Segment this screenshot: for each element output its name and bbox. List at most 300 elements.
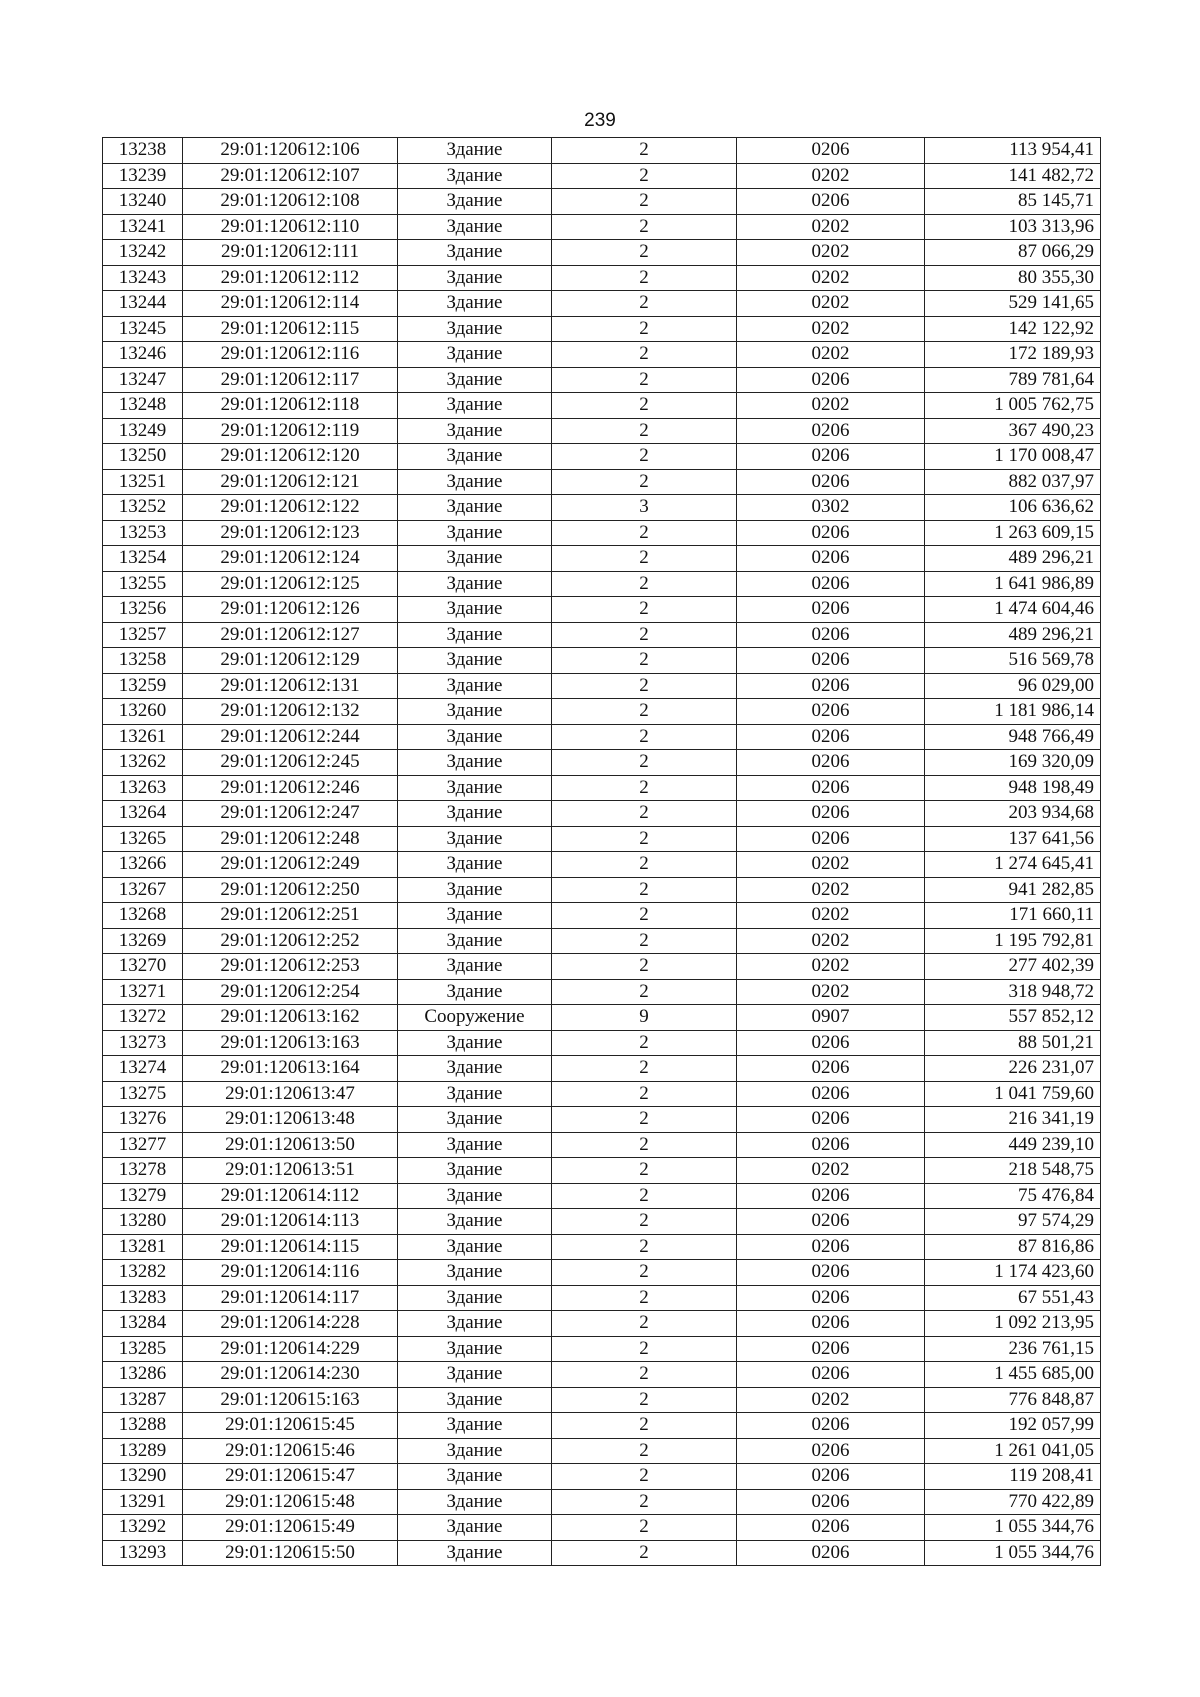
object-type-cell: Здание [398,1056,552,1082]
table-row [103,469,1101,495]
table-row [103,342,1101,368]
cadastral-value-cell: 776 848,87 [925,1387,1101,1413]
table-row [103,418,1101,444]
cadastral-number-cell: 29:01:120613:51 [183,1158,398,1184]
object-type-cell: Здание [398,214,552,240]
group-cell: 2 [552,342,737,368]
group-cell: 2 [552,1515,737,1541]
cadastral-number-cell: 29:01:120614:230 [183,1362,398,1388]
object-type-cell: Здание [398,622,552,648]
cadastral-value-cell: 1 174 423,60 [925,1260,1101,1286]
subgroup-code-cell: 0206 [737,444,925,470]
cadastral-value-cell: 1 170 008,47 [925,444,1101,470]
cadastral-number-cell: 29:01:120614:112 [183,1183,398,1209]
subgroup-code-cell: 0206 [737,673,925,699]
table-row [103,1056,1101,1082]
object-type-cell: Здание [398,1285,552,1311]
object-type-cell: Здание [398,775,552,801]
row-number-cell: 13238 [103,138,183,164]
page-number: 239 [584,110,616,131]
object-type-cell: Здание [398,699,552,725]
group-cell: 3 [552,495,737,521]
cadastral-value-cell: 1 005 762,75 [925,393,1101,419]
cadastral-number-cell: 29:01:120615:47 [183,1464,398,1490]
table-row [103,1362,1101,1388]
cadastral-number-cell: 29:01:120614:116 [183,1260,398,1286]
cadastral-number-cell: 29:01:120612:110 [183,214,398,240]
subgroup-code-cell: 0202 [737,342,925,368]
cadastral-number-cell: 29:01:120612:129 [183,648,398,674]
table-row [103,495,1101,521]
subgroup-code-cell: 0202 [737,1387,925,1413]
cadastral-number-cell: 29:01:120612:115 [183,316,398,342]
table-row [103,1005,1101,1031]
group-cell: 2 [552,597,737,623]
cadastral-value-cell: 941 282,85 [925,877,1101,903]
cadastral-number-cell: 29:01:120612:120 [183,444,398,470]
cadastral-number-cell: 29:01:120612:132 [183,699,398,725]
subgroup-code-cell: 0202 [737,979,925,1005]
subgroup-code-cell: 0206 [737,1183,925,1209]
subgroup-code-cell: 0206 [737,1056,925,1082]
row-number-cell: 13271 [103,979,183,1005]
object-type-cell: Здание [398,724,552,750]
cadastral-value-cell: 103 313,96 [925,214,1101,240]
object-type-cell: Здание [398,1540,552,1566]
table-row [103,597,1101,623]
row-number-cell: 13255 [103,571,183,597]
table-row [103,1183,1101,1209]
group-cell: 9 [552,1005,737,1031]
table-row [103,648,1101,674]
cadastral-number-cell: 29:01:120615:163 [183,1387,398,1413]
object-type-cell: Здание [398,418,552,444]
row-number-cell: 13242 [103,240,183,266]
subgroup-code-cell: 0206 [737,1107,925,1133]
row-number-cell: 13246 [103,342,183,368]
object-type-cell: Здание [398,265,552,291]
group-cell: 2 [552,750,737,776]
group-cell: 2 [552,928,737,954]
cadastral-number-cell: 29:01:120615:50 [183,1540,398,1566]
cadastral-value-cell: 97 574,29 [925,1209,1101,1235]
group-cell: 2 [552,520,737,546]
object-type-cell: Здание [398,240,552,266]
cadastral-value-cell: 119 208,41 [925,1464,1101,1490]
table-row [103,673,1101,699]
table-body [103,138,1101,1566]
subgroup-code-cell: 0206 [737,622,925,648]
table-row [103,852,1101,878]
object-type-cell: Здание [398,1336,552,1362]
table-row [103,1030,1101,1056]
subgroup-code-cell: 0206 [737,699,925,725]
cadastral-value-cell: 1 092 213,95 [925,1311,1101,1337]
group-cell: 2 [552,1030,737,1056]
object-type-cell: Здание [398,571,552,597]
cadastral-value-cell: 1 055 344,76 [925,1540,1101,1566]
row-number-cell: 13262 [103,750,183,776]
group-cell: 2 [552,1234,737,1260]
row-number-cell: 13248 [103,393,183,419]
object-type-cell: Здание [398,648,552,674]
table-row [103,444,1101,470]
table-row [103,1413,1101,1439]
cadastral-value-cell: 1 474 604,46 [925,597,1101,623]
subgroup-code-cell: 0206 [737,189,925,215]
table-row [103,1515,1101,1541]
group-cell: 2 [552,1285,737,1311]
row-number-cell: 13266 [103,852,183,878]
group-cell: 2 [552,138,737,164]
subgroup-code-cell: 0206 [737,724,925,750]
subgroup-code-cell: 0206 [737,648,925,674]
table-row [103,877,1101,903]
cadastral-value-cell: 218 548,75 [925,1158,1101,1184]
cadastral-value-cell: 137 641,56 [925,826,1101,852]
subgroup-code-cell: 0206 [737,138,925,164]
row-number-cell: 13270 [103,954,183,980]
table-row [103,1234,1101,1260]
subgroup-code-cell: 0206 [737,546,925,572]
group-cell: 2 [552,1489,737,1515]
cadastral-value-cell: 1 055 344,76 [925,1515,1101,1541]
row-number-cell: 13245 [103,316,183,342]
group-cell: 2 [552,163,737,189]
row-number-cell: 13281 [103,1234,183,1260]
object-type-cell: Здание [398,138,552,164]
subgroup-code-cell: 0206 [737,801,925,827]
cadastral-number-cell: 29:01:120612:125 [183,571,398,597]
object-type-cell: Здание [398,163,552,189]
cadastral-value-cell: 96 029,00 [925,673,1101,699]
group-cell: 2 [552,1260,737,1286]
table-row [103,1132,1101,1158]
row-number-cell: 13280 [103,1209,183,1235]
subgroup-code-cell: 0202 [737,214,925,240]
row-number-cell: 13243 [103,265,183,291]
cadastral-number-cell: 29:01:120612:118 [183,393,398,419]
group-cell: 2 [552,1362,737,1388]
row-number-cell: 13253 [103,520,183,546]
cadastral-number-cell: 29:01:120612:124 [183,546,398,572]
subgroup-code-cell: 0202 [737,163,925,189]
subgroup-code-cell: 0206 [737,1413,925,1439]
row-number-cell: 13240 [103,189,183,215]
row-number-cell: 13286 [103,1362,183,1388]
subgroup-code-cell: 0202 [737,877,925,903]
group-cell: 2 [552,1132,737,1158]
object-type-cell: Здание [398,189,552,215]
group-cell: 2 [552,673,737,699]
cadastral-number-cell: 29:01:120612:245 [183,750,398,776]
table-row [103,699,1101,725]
group-cell: 2 [552,1107,737,1133]
cadastral-value-cell: 88 501,21 [925,1030,1101,1056]
object-type-cell: Здание [398,826,552,852]
group-cell: 2 [552,546,737,572]
subgroup-code-cell: 0302 [737,495,925,521]
subgroup-code-cell: 0202 [737,954,925,980]
group-cell: 2 [552,1183,737,1209]
cadastral-value-cell: 529 141,65 [925,291,1101,317]
row-number-cell: 13278 [103,1158,183,1184]
cadastral-number-cell: 29:01:120612:116 [183,342,398,368]
cadastral-number-cell: 29:01:120612:249 [183,852,398,878]
group-cell: 2 [552,622,737,648]
object-type-cell: Здание [398,1515,552,1541]
object-type-cell: Сооружение [398,1005,552,1031]
table-row [103,571,1101,597]
object-type-cell: Здание [398,444,552,470]
table-row [103,1285,1101,1311]
cadastral-value-cell: 80 355,30 [925,265,1101,291]
group-cell: 2 [552,265,737,291]
subgroup-code-cell: 0206 [737,367,925,393]
group-cell: 2 [552,1413,737,1439]
subgroup-code-cell: 0206 [737,1515,925,1541]
cadastral-number-cell: 29:01:120612:119 [183,418,398,444]
row-number-cell: 13260 [103,699,183,725]
table-row [103,546,1101,572]
table-row [103,1464,1101,1490]
subgroup-code-cell: 0206 [737,571,925,597]
group-cell: 2 [552,1209,737,1235]
row-number-cell: 13290 [103,1464,183,1490]
subgroup-code-cell: 0202 [737,1158,925,1184]
object-type-cell: Здание [398,520,552,546]
cadastral-number-cell: 29:01:120612:247 [183,801,398,827]
cadastral-value-cell: 1 041 759,60 [925,1081,1101,1107]
row-number-cell: 13244 [103,291,183,317]
object-type-cell: Здание [398,673,552,699]
row-number-cell: 13272 [103,1005,183,1031]
subgroup-code-cell: 0206 [737,520,925,546]
subgroup-code-cell: 0206 [737,1234,925,1260]
row-number-cell: 13263 [103,775,183,801]
table-row [103,1336,1101,1362]
object-type-cell: Здание [398,954,552,980]
object-type-cell: Здание [398,1030,552,1056]
object-type-cell: Здание [398,1183,552,1209]
group-cell: 2 [552,1056,737,1082]
cadastral-value-cell: 169 320,09 [925,750,1101,776]
cadastral-number-cell: 29:01:120612:127 [183,622,398,648]
cadastral-number-cell: 29:01:120612:121 [183,469,398,495]
subgroup-code-cell: 0206 [737,775,925,801]
cadastral-number-cell: 29:01:120613:164 [183,1056,398,1082]
group-cell: 2 [552,979,737,1005]
cadastral-number-cell: 29:01:120614:228 [183,1311,398,1337]
group-cell: 2 [552,954,737,980]
subgroup-code-cell: 0206 [737,1540,925,1566]
cadastral-value-cell: 216 341,19 [925,1107,1101,1133]
object-type-cell: Здание [398,1158,552,1184]
cadastral-value-cell: 87 066,29 [925,240,1101,266]
cadastral-number-cell: 29:01:120613:50 [183,1132,398,1158]
row-number-cell: 13276 [103,1107,183,1133]
table-row [103,367,1101,393]
cadastral-value-cell: 1 641 986,89 [925,571,1101,597]
row-number-cell: 13289 [103,1438,183,1464]
group-cell: 2 [552,648,737,674]
cadastral-value-cell: 172 189,93 [925,342,1101,368]
object-type-cell: Здание [398,367,552,393]
object-type-cell: Здание [398,1413,552,1439]
cadastral-number-cell: 29:01:120615:49 [183,1515,398,1541]
cadastral-number-cell: 29:01:120612:254 [183,979,398,1005]
cadastral-value-cell: 87 816,86 [925,1234,1101,1260]
cadastral-number-cell: 29:01:120612:250 [183,877,398,903]
cadastral-value-cell: 489 296,21 [925,546,1101,572]
object-type-cell: Здание [398,750,552,776]
object-type-cell: Здание [398,1387,552,1413]
row-number-cell: 13251 [103,469,183,495]
cadastral-number-cell: 29:01:120612:246 [183,775,398,801]
object-type-cell: Здание [398,852,552,878]
group-cell: 2 [552,1081,737,1107]
row-number-cell: 13254 [103,546,183,572]
row-number-cell: 13287 [103,1387,183,1413]
table-row [103,1311,1101,1337]
table-row [103,1081,1101,1107]
group-cell: 2 [552,1387,737,1413]
row-number-cell: 13279 [103,1183,183,1209]
cadastral-value-cell: 770 422,89 [925,1489,1101,1515]
cadastral-value-cell: 192 057,99 [925,1413,1101,1439]
cadastral-number-cell: 29:01:120612:107 [183,163,398,189]
subgroup-code-cell: 0206 [737,469,925,495]
group-cell: 2 [552,775,737,801]
subgroup-code-cell: 0206 [737,1209,925,1235]
table-row [103,520,1101,546]
table-row [103,138,1101,164]
cadastral-value-cell: 236 761,15 [925,1336,1101,1362]
group-cell: 2 [552,1438,737,1464]
cadastral-value-cell: 203 934,68 [925,801,1101,827]
cadastral-number-cell: 29:01:120612:114 [183,291,398,317]
cadastral-number-cell: 29:01:120612:251 [183,903,398,929]
row-number-cell: 13291 [103,1489,183,1515]
cadastral-number-cell: 29:01:120612:131 [183,673,398,699]
group-cell: 2 [552,469,737,495]
object-type-cell: Здание [398,393,552,419]
row-number-cell: 13288 [103,1413,183,1439]
row-number-cell: 13257 [103,622,183,648]
object-type-cell: Здание [398,342,552,368]
subgroup-code-cell: 0202 [737,240,925,266]
table-row [103,316,1101,342]
cadastral-register-table [102,137,1101,1566]
cadastral-number-cell: 29:01:120612:117 [183,367,398,393]
group-cell: 2 [552,1336,737,1362]
row-number-cell: 13282 [103,1260,183,1286]
cadastral-value-cell: 789 781,64 [925,367,1101,393]
group-cell: 2 [552,699,737,725]
subgroup-code-cell: 0202 [737,316,925,342]
row-number-cell: 13274 [103,1056,183,1082]
subgroup-code-cell: 0202 [737,393,925,419]
subgroup-code-cell: 0206 [737,1438,925,1464]
subgroup-code-cell: 0206 [737,750,925,776]
table-row [103,214,1101,240]
table-row [103,189,1101,215]
cadastral-value-cell: 318 948,72 [925,979,1101,1005]
cadastral-number-cell: 29:01:120612:112 [183,265,398,291]
cadastral-number-cell: 29:01:120614:115 [183,1234,398,1260]
cadastral-value-cell: 882 037,97 [925,469,1101,495]
cadastral-number-cell: 29:01:120612:122 [183,495,398,521]
group-cell: 2 [552,189,737,215]
group-cell: 2 [552,1464,737,1490]
cadastral-value-cell: 516 569,78 [925,648,1101,674]
group-cell: 2 [552,1540,737,1566]
group-cell: 2 [552,724,737,750]
cadastral-number-cell: 29:01:120613:163 [183,1030,398,1056]
group-cell: 2 [552,826,737,852]
table-row [103,1489,1101,1515]
table-row [103,622,1101,648]
cadastral-number-cell: 29:01:120612:126 [183,597,398,623]
cadastral-value-cell: 557 852,12 [925,1005,1101,1031]
table-row [103,1387,1101,1413]
row-number-cell: 13256 [103,597,183,623]
cadastral-value-cell: 1 195 792,81 [925,928,1101,954]
group-cell: 2 [552,367,737,393]
group-cell: 2 [552,801,737,827]
row-number-cell: 13269 [103,928,183,954]
subgroup-code-cell: 0206 [737,1081,925,1107]
object-type-cell: Здание [398,1132,552,1158]
subgroup-code-cell: 0202 [737,265,925,291]
group-cell: 2 [552,903,737,929]
object-type-cell: Здание [398,1209,552,1235]
row-number-cell: 13258 [103,648,183,674]
object-type-cell: Здание [398,597,552,623]
subgroup-code-cell: 0206 [737,1489,925,1515]
table-row [103,979,1101,1005]
cadastral-value-cell: 113 954,41 [925,138,1101,164]
object-type-cell: Здание [398,291,552,317]
object-type-cell: Здание [398,928,552,954]
object-type-cell: Здание [398,469,552,495]
row-number-cell: 13277 [103,1132,183,1158]
object-type-cell: Здание [398,1464,552,1490]
group-cell: 2 [552,1311,737,1337]
object-type-cell: Здание [398,1081,552,1107]
cadastral-value-cell: 1 455 685,00 [925,1362,1101,1388]
table-row [103,1438,1101,1464]
cadastral-value-cell: 226 231,07 [925,1056,1101,1082]
row-number-cell: 13247 [103,367,183,393]
row-number-cell: 13292 [103,1515,183,1541]
subgroup-code-cell: 0206 [737,1132,925,1158]
subgroup-code-cell: 0206 [737,418,925,444]
cadastral-number-cell: 29:01:120612:252 [183,928,398,954]
cadastral-number-cell: 29:01:120614:229 [183,1336,398,1362]
cadastral-number-cell: 29:01:120615:45 [183,1413,398,1439]
object-type-cell: Здание [398,1234,552,1260]
cadastral-value-cell: 449 239,10 [925,1132,1101,1158]
table-row [103,265,1101,291]
subgroup-code-cell: 0206 [737,597,925,623]
row-number-cell: 13250 [103,444,183,470]
group-cell: 2 [552,393,737,419]
object-type-cell: Здание [398,316,552,342]
object-type-cell: Здание [398,1107,552,1133]
table-row [103,393,1101,419]
table-row [103,903,1101,929]
